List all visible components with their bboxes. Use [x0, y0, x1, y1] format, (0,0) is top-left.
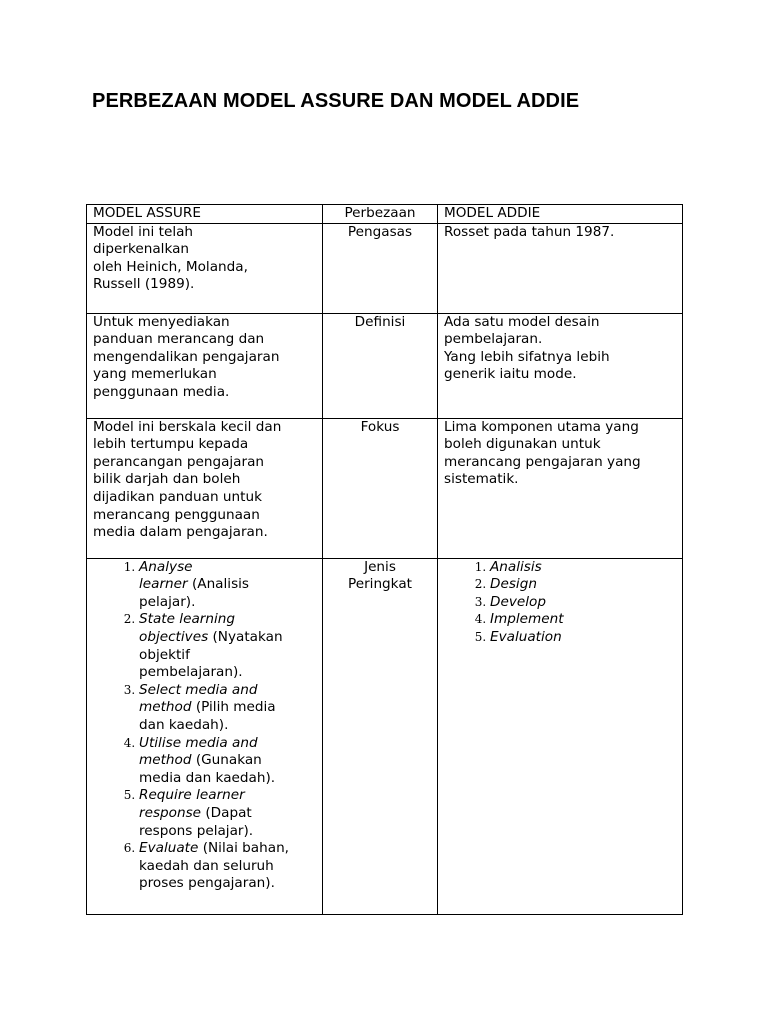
aspect-cell: Fokus — [323, 418, 438, 558]
assure-step — [139, 611, 316, 681]
assure-steps-list — [93, 559, 316, 893]
aspect-cell: Definisi — [323, 313, 438, 418]
assure-step — [139, 682, 316, 735]
assure-cell: Model ini berskala kecil dan lebih tertumpu kepada perancangan pengajaran bilik darjah dan boleh dijadikan panduan untuk merancang penggunaan media dalam pengajaran. — [87, 418, 323, 558]
addie-step — [490, 559, 676, 577]
addie-step — [490, 576, 676, 594]
assure-step-desc: (Nyatakan objektif pembelajaran). — [139, 628, 283, 681]
addie-step-term: Design — [490, 576, 537, 593]
assure-step-desc: (Dapat respons pelajar). — [139, 804, 254, 839]
addie-step — [490, 594, 676, 612]
assure-step — [139, 787, 316, 840]
assure-step-term: Select media and method — [139, 681, 258, 716]
table-header-row — [87, 205, 683, 224]
table-row — [87, 418, 683, 558]
table-row — [87, 223, 683, 313]
comparison-table — [86, 204, 683, 915]
assure-step — [139, 840, 316, 893]
addie-steps-cell — [438, 558, 683, 914]
addie-cell: Rosset pada tahun 1987. — [438, 223, 683, 313]
table-row — [87, 313, 683, 418]
addie-step — [490, 611, 676, 629]
page-title: PERBEZAAN MODEL ASSURE DAN MODEL ADDIE — [92, 90, 580, 112]
assure-step-term: Evaluate — [139, 840, 199, 857]
assure-step — [139, 559, 316, 612]
addie-cell: Ada satu model desain pembelajaran. Yang lebih sifatnya lebih generik iaitu mode. — [438, 313, 683, 418]
assure-steps-cell — [87, 558, 323, 914]
header-model-addie: MODEL ADDIE — [438, 205, 683, 224]
assure-step-term: Analyse learner — [139, 558, 193, 593]
addie-step-term: Analisis — [490, 558, 542, 575]
header-model-assure: MODEL ASSURE — [87, 205, 323, 224]
assure-step-term: Require learner response — [139, 787, 245, 821]
table-row — [87, 558, 683, 914]
assure-step-term: State learning objectives — [139, 611, 235, 645]
addie-step-term: Evaluation — [490, 628, 562, 645]
assure-cell: Model ini telah diperkenalkan oleh Heinich, Molanda, Russell (1989). — [87, 223, 323, 313]
assure-step — [139, 735, 316, 788]
addie-step-term: Implement — [490, 611, 564, 628]
header-perbezaan: Perbezaan — [323, 205, 438, 224]
assure-step-term: Utilise media and method — [139, 734, 258, 769]
addie-step-term: Develop — [490, 593, 546, 610]
aspect-cell: Jenis Peringkat — [323, 558, 438, 914]
addie-steps-list — [444, 559, 676, 647]
aspect-cell: Pengasas — [323, 223, 438, 313]
assure-step-desc: (Nilai bahan, kaedah dan seluruh proses pengajaran). — [139, 840, 290, 892]
assure-step-desc: (Pilih media dan kaedah). — [139, 699, 276, 733]
addie-step — [490, 629, 676, 647]
assure-cell: Untuk menyediakan panduan merancang dan mengendalikan pengajaran yang memerlukan penggunaan media. — [87, 313, 323, 418]
addie-cell: Lima komponen utama yang boleh digunakan untuk merancang pengajaran yang sistematik. — [438, 418, 683, 558]
assure-step-desc: (Analisis pelajar). — [139, 576, 250, 610]
assure-step-desc: (Gunakan media dan kaedah). — [139, 752, 276, 786]
